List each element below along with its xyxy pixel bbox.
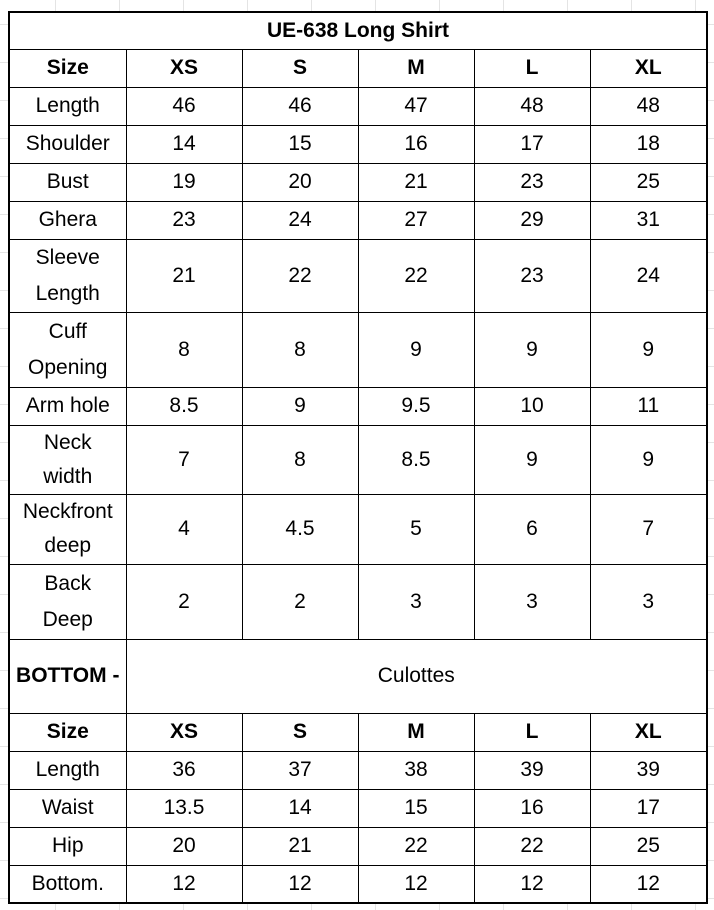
table-cell[interactable]: 17	[474, 125, 590, 163]
table-cell[interactable]: 27	[358, 201, 474, 239]
row-label-line: deep	[44, 534, 92, 557]
table-cell[interactable]: 46	[242, 87, 358, 125]
top-size-header-row	[9, 49, 707, 87]
size-header-label[interactable]: Size	[9, 49, 126, 87]
table-row	[9, 312, 707, 387]
table-cell[interactable]: 14	[126, 125, 242, 163]
table-cell[interactable]: 10	[474, 387, 590, 425]
bottom-style-name[interactable]: Culottes	[126, 639, 707, 713]
row-label-hip[interactable]: Hip	[9, 827, 126, 865]
table-cell[interactable]: 3	[474, 564, 590, 639]
size-header-s[interactable]: S	[242, 713, 358, 751]
table-cell[interactable]: 8.5	[126, 387, 242, 425]
bottom-section-label[interactable]: BOTTOM -	[9, 639, 126, 713]
table-cell[interactable]: 13.5	[126, 789, 242, 827]
size-header-xs[interactable]: XS	[126, 713, 242, 751]
bottom-size-header-row	[9, 713, 707, 751]
table-cell[interactable]: 48	[474, 87, 590, 125]
table-row	[9, 201, 707, 239]
row-label-back-deep[interactable]	[9, 564, 126, 639]
row-label-ghera[interactable]: Ghera	[9, 201, 126, 239]
table-cell[interactable]: 22	[358, 827, 474, 865]
table-cell[interactable]: 7	[126, 425, 242, 494]
table-cell[interactable]: 29	[474, 201, 590, 239]
table-cell[interactable]: 24	[242, 201, 358, 239]
table-cell[interactable]: 3	[590, 564, 707, 639]
table-cell[interactable]: 23	[126, 201, 242, 239]
table-cell[interactable]: 37	[242, 751, 358, 789]
row-label-shoulder[interactable]: Shoulder	[9, 125, 126, 163]
table-row	[9, 425, 707, 494]
table-cell[interactable]: 15	[358, 789, 474, 827]
table-row	[9, 387, 707, 425]
table-row	[9, 789, 707, 827]
table-cell[interactable]: 16	[474, 789, 590, 827]
table-cell[interactable]: 22	[358, 239, 474, 312]
row-label-arm-hole[interactable]: Arm hole	[9, 387, 126, 425]
table-row	[9, 163, 707, 201]
table-cell[interactable]: 12	[242, 865, 358, 903]
table-cell[interactable]: 22	[242, 239, 358, 312]
table-row	[9, 239, 707, 312]
table-cell[interactable]: 9	[242, 387, 358, 425]
table-row	[9, 87, 707, 125]
row-label-line: Opening	[28, 355, 108, 379]
table-row	[9, 865, 707, 903]
size-chart-table	[8, 11, 708, 904]
table-cell[interactable]: 9.5	[358, 387, 474, 425]
table-cell[interactable]: 9	[590, 312, 707, 387]
row-label-line: Neck	[43, 430, 92, 454]
table-cell[interactable]: 14	[242, 789, 358, 827]
table-cell[interactable]: 46	[126, 87, 242, 125]
table-cell[interactable]: 21	[358, 163, 474, 201]
table-cell[interactable]: 9	[474, 312, 590, 387]
table-cell[interactable]: 8	[242, 425, 358, 494]
table-cell[interactable]: 21	[126, 239, 242, 312]
table-cell[interactable]: 12	[590, 865, 707, 903]
table-cell[interactable]: 4.5	[242, 494, 358, 564]
table-row	[9, 751, 707, 789]
size-header-l[interactable]: L	[474, 49, 590, 87]
row-label-neckfront-deep[interactable]	[9, 494, 126, 564]
table-cell[interactable]: 39	[474, 751, 590, 789]
row-label-cuff-opening[interactable]	[9, 312, 126, 387]
table-cell[interactable]: 12	[474, 865, 590, 903]
size-header-l[interactable]: L	[474, 713, 590, 751]
table-cell[interactable]: 6	[474, 494, 590, 564]
size-header-xl[interactable]: XL	[590, 713, 707, 751]
row-label-line: Cuff	[48, 319, 87, 343]
table-cell[interactable]: 8	[242, 312, 358, 387]
size-header-xl[interactable]: XL	[590, 49, 707, 87]
row-label-line: Sleeve	[35, 245, 100, 269]
bottom-section-row	[9, 639, 707, 713]
table-cell[interactable]: 25	[590, 163, 707, 201]
row-label-neck-width[interactable]	[9, 425, 126, 494]
row-label-line: Deep	[42, 607, 93, 631]
chart-title[interactable]: UE-638 Long Shirt	[9, 12, 707, 49]
table-cell[interactable]: 9	[358, 312, 474, 387]
size-header-m[interactable]: M	[358, 49, 474, 87]
row-label-length[interactable]: Length	[9, 87, 126, 125]
size-header-m[interactable]: M	[358, 713, 474, 751]
table-cell[interactable]: 24	[590, 239, 707, 312]
table-row	[9, 827, 707, 865]
table-cell[interactable]: 48	[590, 87, 707, 125]
table-cell[interactable]: 8.5	[358, 425, 474, 494]
table-cell[interactable]: 22	[474, 827, 590, 865]
table-cell[interactable]: 3	[358, 564, 474, 639]
table-cell[interactable]: 9	[474, 425, 590, 494]
row-label-sleeve-length[interactable]	[9, 239, 126, 312]
table-row	[9, 494, 707, 564]
row-label-line: Back	[44, 571, 92, 595]
table-cell[interactable]: 5	[358, 494, 474, 564]
table-cell[interactable]: 4	[126, 494, 242, 564]
table-cell[interactable]: 12	[126, 865, 242, 903]
table-cell[interactable]: 7	[590, 494, 707, 564]
table-cell[interactable]: 11	[590, 387, 707, 425]
table-cell[interactable]: 20	[126, 827, 242, 865]
row-label-bust[interactable]: Bust	[9, 163, 126, 201]
row-label-line: Neckfront	[22, 500, 113, 523]
table-cell[interactable]: 18	[590, 125, 707, 163]
size-header-xs[interactable]: XS	[126, 49, 242, 87]
title-row	[9, 12, 707, 49]
table-cell[interactable]: 17	[590, 789, 707, 827]
size-header-label[interactable]: Size	[9, 713, 126, 751]
table-cell[interactable]: 39	[590, 751, 707, 789]
table-row	[9, 125, 707, 163]
row-label-length[interactable]: Length	[9, 751, 126, 789]
table-cell[interactable]: 23	[474, 239, 590, 312]
table-cell[interactable]: 16	[358, 125, 474, 163]
table-cell[interactable]: 47	[358, 87, 474, 125]
table-cell[interactable]: 36	[126, 751, 242, 789]
table-cell[interactable]: 21	[242, 827, 358, 865]
table-cell[interactable]: 12	[358, 865, 474, 903]
table-cell[interactable]: 25	[590, 827, 707, 865]
table-cell[interactable]: 19	[126, 163, 242, 201]
table-cell[interactable]: 2	[242, 564, 358, 639]
table-cell[interactable]: 23	[474, 163, 590, 201]
row-label-bottom[interactable]: Bottom.	[9, 865, 126, 903]
table-cell[interactable]: 8	[126, 312, 242, 387]
table-cell[interactable]: 38	[358, 751, 474, 789]
row-label-line: width	[43, 464, 93, 488]
table-row	[9, 564, 707, 639]
table-cell[interactable]: 20	[242, 163, 358, 201]
table-cell[interactable]: 2	[126, 564, 242, 639]
table-cell[interactable]: 9	[590, 425, 707, 494]
row-label-line: Length	[35, 281, 100, 305]
size-header-s[interactable]: S	[242, 49, 358, 87]
table-cell[interactable]: 15	[242, 125, 358, 163]
row-label-waist[interactable]: Waist	[9, 789, 126, 827]
table-cell[interactable]: 31	[590, 201, 707, 239]
